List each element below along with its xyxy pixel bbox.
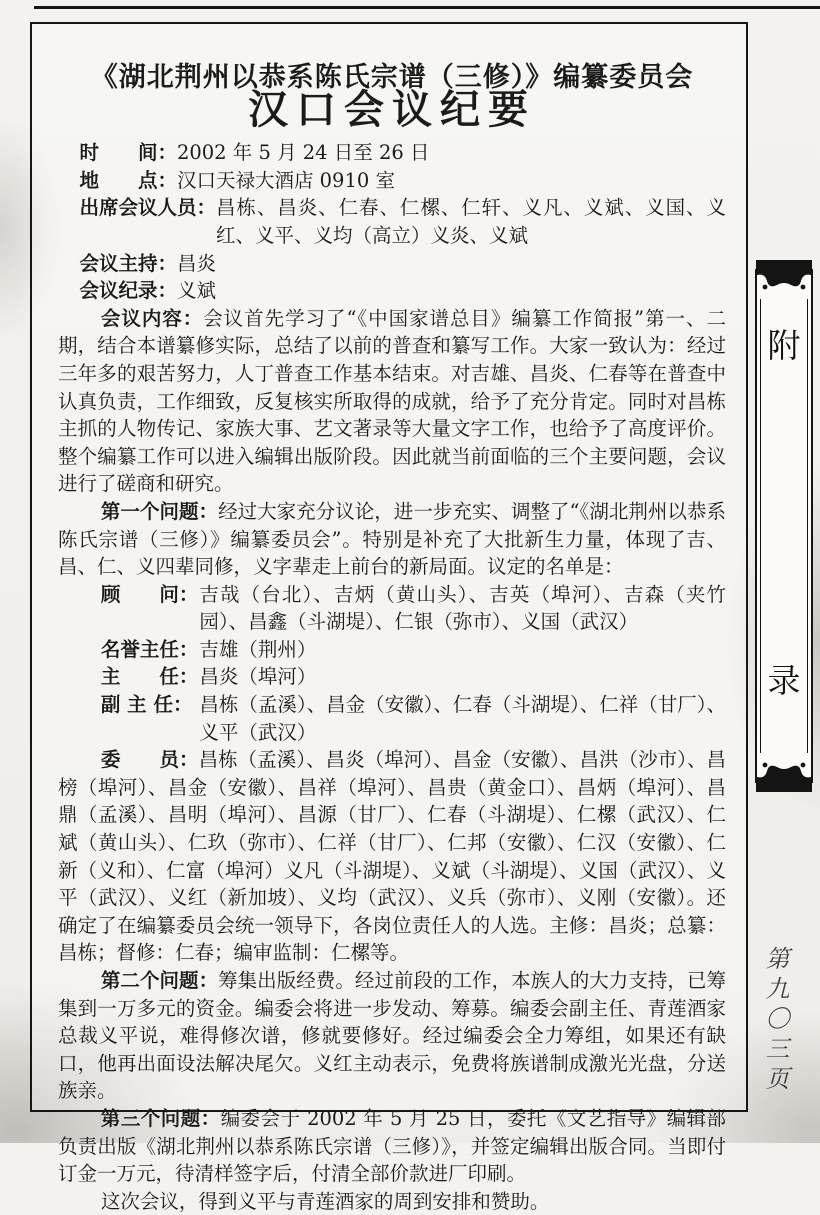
meta-row-place <box>79 167 726 195</box>
paragraph-label: 委 员： <box>100 748 199 772</box>
roster-row-advisors <box>101 581 726 636</box>
meta-row-recorder <box>79 277 726 305</box>
tab-top-bar <box>756 260 812 269</box>
page-number: 第九〇三页 <box>761 946 789 1096</box>
paragraph-issue3 <box>58 1105 726 1188</box>
meta-row-host <box>79 250 726 278</box>
paragraph-label: 第二个问题： <box>100 969 219 992</box>
roster-value: 吉哉（台北）、吉炳（黄山头）、吉英（埠河）、吉森（夹竹园）、昌鑫（斗湖堤）、仁银（弥市）、义国（武汉） <box>199 582 726 634</box>
meta-label: 时 间： <box>79 141 177 165</box>
meta-row-time <box>79 139 726 167</box>
paragraph-label: 第一个问题： <box>100 499 219 523</box>
roster-value: 昌栋（孟溪）、昌金（安徽）、仁春（斗湖堤）、仁祥（甘厂）、义平（武汉） <box>199 693 726 744</box>
meta-label: 地 点： <box>79 168 177 192</box>
meta-value: 义斌 <box>176 279 216 303</box>
paragraph-text: 昌栋（孟溪）、昌炎（埠河）、昌金（安徽）、昌洪（沙市）、昌榜（埠河）、昌金（安徽）、昌祥（埠河）、昌贵（黄金口）、昌炳（埠河）、昌鼎（孟溪）、昌明（埠河）、昌源（甘厂）、仁春（斗湖堤）、仁樏（武汉）、仁斌（黄山头）、仁玖（弥市）、仁祥（甘厂）、仁邦（安徽）、仁汉（安徽）、仁新（义和）、仁富（埠河）义凡（斗湖堤）、义斌（斗湖堤）、义国（武汉）、义平（武汉）、义红（新加坡）、义均（武汉）、义兵（弥市）、义刚（安徽）。还确定了在编纂委员会统一领导下，各岗位责任人的人选。主修：昌炎；总纂：昌栋；督修：仁春；编审监制：仁樏等。 <box>58 748 726 965</box>
meta-row-attendees <box>79 194 726 249</box>
paragraph-meeting-content <box>58 305 726 498</box>
document-body <box>58 50 726 1213</box>
page-frame <box>30 22 748 1213</box>
tab-bottom-bar <box>756 783 812 792</box>
top-rule <box>34 6 820 9</box>
roster-label: 主 任： <box>100 665 199 689</box>
roster-label: 顾 问： <box>100 582 199 606</box>
paragraph-label: 会议内容： <box>100 306 204 330</box>
scroll-ornament-bottom-icon <box>755 753 813 783</box>
roster-label: 副 主 任： <box>100 693 193 717</box>
roster-row-director <box>101 663 726 691</box>
meta-value: 2002 年 5 月 24 日至 26 日 <box>176 141 430 165</box>
document-subtitle: 汉口会议纪要 <box>248 85 536 133</box>
tab-char-lu: 录 <box>767 661 801 700</box>
meta-value: 昌栋、昌炎、仁春、仁樏、仁轩、义凡、义斌、义国、义红、义平、义均（高立）义炎、义斌 <box>215 196 726 247</box>
appendix-tab <box>755 260 813 792</box>
paragraph-text: 编委会于 2002 年 5 月 25 日，委托《文艺指导》编辑部负责出版《湖北荆州以恭系陈氏宗谱（三修）》，并签定编辑出版合同。当即付订金一万元，待清样签字后，付清全部价款进厂印刷。 <box>58 1106 726 1186</box>
meta-value: 昌炎 <box>176 251 216 275</box>
paragraph-issue1 <box>58 498 726 581</box>
paragraph-closing: 这次会议，得到义平与青莲酒家的周到安排和赞助。 <box>100 1189 550 1213</box>
paragraph-committee-members <box>58 746 726 967</box>
roster-row-deputy-directors <box>101 691 726 746</box>
paragraph-label: 第三个问题： <box>100 1106 221 1130</box>
paragraph-text: 筹集出版经费。经过前段的工作，本族人的大力支持，已筹集到一万多元的资金。编委会将进一步发动、筹募。编委会副主任、青莲酒家总裁义平说，难得修次谱，修就要修好。经过编委会全力筹组，如果还有缺口，他再出面设法解决尾欠。义红主动表示，免费将族谱制成激光光盘，分送族亲。 <box>58 969 726 1103</box>
roster-value: 吉雄（荆州） <box>199 637 317 661</box>
meta-label: 出席会议人员： <box>79 196 216 220</box>
roster-row-honorary-director <box>101 636 726 664</box>
roster-label: 名誉主任： <box>100 637 199 661</box>
tab-char-fu: 附 <box>767 326 801 365</box>
meta-value: 汉口天禄大酒店 0910 室 <box>176 168 395 192</box>
paragraph-issue2 <box>58 967 726 1105</box>
document-title: 《湖北荆州以恭系陈氏宗谱（三修）》编纂委员会 <box>90 62 694 93</box>
scroll-ornament-top-icon <box>755 269 813 299</box>
paragraph-text: 经过大家充分议论，进一步充实、调整了“《湖北荆州以恭系陈氏宗谱（三修）》编纂委员会”。特别是补充了大批新生力量，体现了吉、昌、仁、义四辈同修，义字辈走上前台的新局面。议定的名单是： <box>58 499 726 579</box>
tab-panel <box>755 299 813 753</box>
roster-value: 昌炎（埠河） <box>199 665 317 689</box>
paragraph-text: 会议首先学习了“《中国家谱总目》编纂工作简报”第一、二期，结合本谱纂修实际，总结了以前的普查和纂写工作。大家一致认为：经过三年多的艰苦努力，人丁普查工作基本结束。对吉雄、昌炎、仁春等在普查中认真负责，工作细致，反复核实所取得的成就，给予了充分肯定。同时对昌栋主抓的人物传记、家族大事、艺文著录等大量文字工作，也给予了高度评价。整个编纂工作可以进入编辑出版阶段。因此就当前面临的三个主要问题，会议进行了磋商和研究。 <box>58 306 726 496</box>
meta-label: 会议主持： <box>79 251 177 275</box>
meta-label: 会议纪录： <box>79 279 177 303</box>
